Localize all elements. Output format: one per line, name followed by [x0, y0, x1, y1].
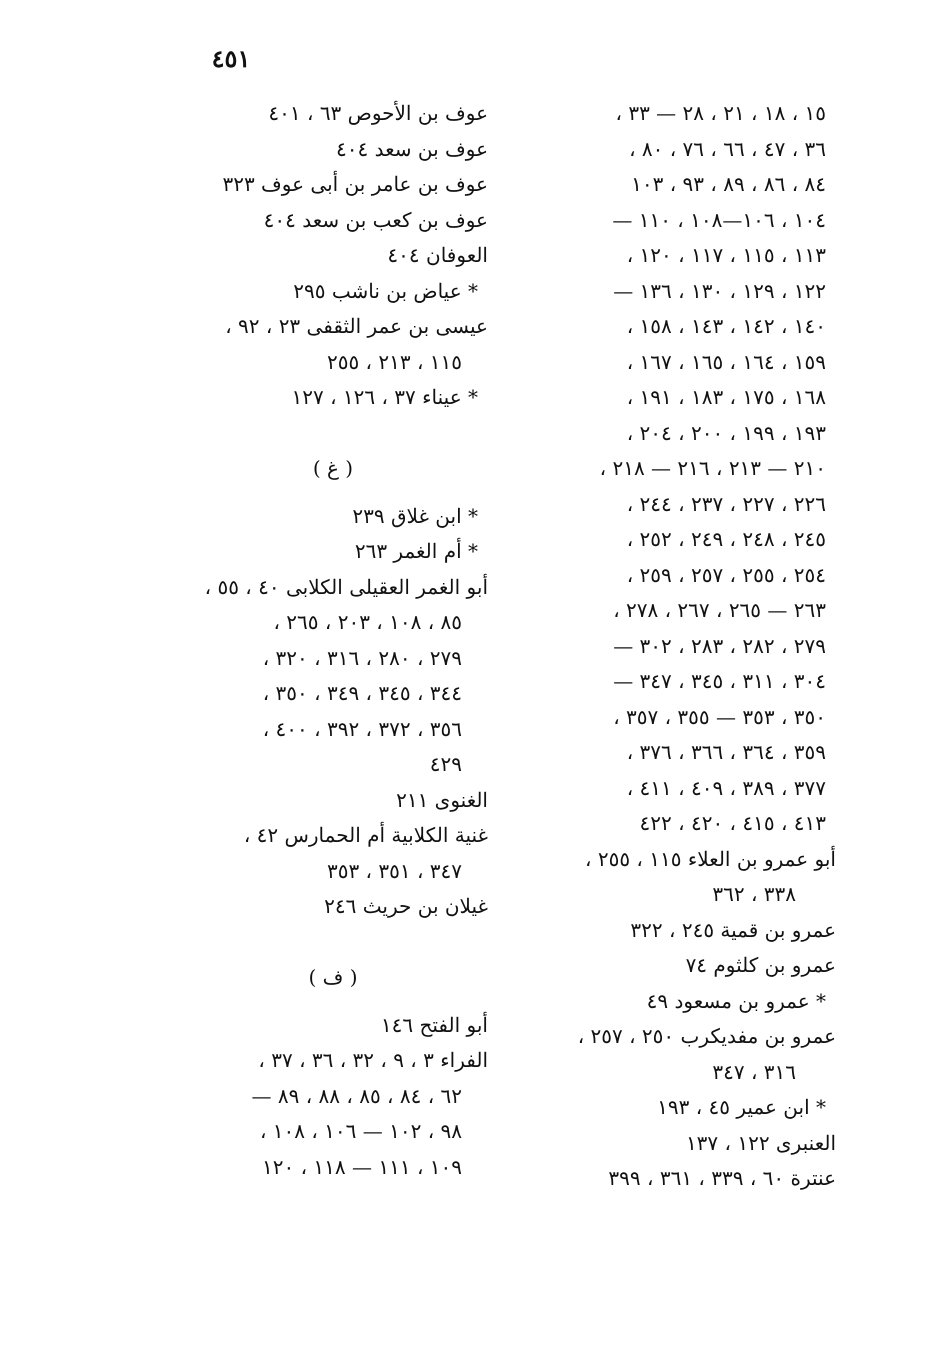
index-entry-line: عمرو بن قمية ٢٤٥ ، ٣٢٢: [630, 917, 836, 942]
index-entry-line: ٣٣٨ ، ٣٦٢: [712, 882, 796, 906]
index-entry-line: ٢٢٦ ، ٢٢٧ ، ٢٣٧ ، ٢٤٤ ،: [626, 491, 826, 516]
index-entry-line: ٣٦ ، ٤٧ ، ٦٦ ، ٧٦ ، ٨٠ ،: [629, 136, 826, 161]
index-entry-line: ١١٥ ، ٢١٣ ، ٢٥٥: [326, 349, 462, 374]
index-column-right: [520, 96, 836, 1197]
index-entry-line: عيسى بن عمر الثقفى ٢٣ ، ٩٢ ،: [225, 314, 488, 338]
page-number: ٤٥١: [211, 44, 251, 73]
section-letter-heading: ( ف ): [308, 965, 358, 989]
index-entry-line: عنترة ٦٠ ، ٣٣٩ ، ٣٦١ ، ٣٩٩: [608, 1166, 836, 1190]
index-entry-line: ٤٢٩: [429, 752, 462, 776]
section-letter-heading: ( غ ): [312, 456, 354, 480]
index-entry-line: ١٢٢ ، ١٢٩ ، ١٣٠ ، ١٣٦ —: [613, 278, 826, 303]
index-entry-line: ٣٥٠ ، ٣٥٣ — ٣٥٥ ، ٣٥٧ ،: [613, 704, 826, 729]
index-entry-line: * عيناء ٣٧ ، ١٢٦ ، ١٢٧: [291, 385, 478, 409]
index-entry-line: * عياض بن ناشب ٢٩٥: [293, 278, 478, 303]
index-entry-line: الفراء ٣ ، ٩ ، ٣٢ ، ٣٦ ، ٣٧ ،: [258, 1048, 488, 1072]
index-entry-line: ٣١٦ ، ٣٤٧: [712, 1059, 796, 1084]
index-entry-line: عوف بن كعب بن سعد ٤٠٤: [263, 207, 488, 232]
index-entry-line: ٢٧٩ ، ٢٨٠ ، ٣١٦ ، ٣٢٠ ،: [262, 645, 462, 670]
index-entry-line: العوفان ٤٠٤: [387, 243, 488, 267]
index-entry-line: ١٠٤ ، ١٠٦—١٠٨ ، ١١٠ —: [612, 207, 826, 232]
index-entry-line: عوف بن الأحوص ٦٣ ، ٤٠١: [268, 101, 488, 125]
index-entry-line: العنبرى ١٢٢ ، ١٣٧: [685, 1130, 836, 1155]
index-entry-line: ٢١٠ — ٢١٣ ، ٢١٦ — ٢١٨ ،: [599, 456, 826, 480]
index-entry-line: ٢٥٤ ، ٢٥٥ ، ٢٥٧ ، ٢٥٩ ،: [626, 562, 826, 587]
index-entry-line: أبو عمرو بن العلاء ١١٥ ، ٢٥٥ ،: [585, 846, 836, 871]
index-entry-line: عوف بن سعد ٤٠٤: [336, 136, 488, 161]
index-entry-line: ١١٣ ، ١١٥ ، ١١٧ ، ١٢٠ ،: [626, 243, 826, 267]
index-entry-line: ٣٥٩ ، ٣٦٤ ، ٣٦٦ ، ٣٧٦ ،: [626, 740, 826, 764]
index-entry-line: الغنوى ٢١١: [396, 787, 488, 812]
index-entry-line: غنية الكلابية أم الحمارس ٤٢ ،: [243, 823, 488, 847]
index-entry-line: ١٠٩ ، ١١١ — ١١٨ ، ١٢٠: [262, 1154, 462, 1179]
index-entry-line: ١٩٣ ، ١٩٩ ، ٢٠٠ ، ٢٠٤ ،: [626, 420, 826, 445]
index-entry-line: * ابن غلاق ٢٣٩: [352, 503, 478, 528]
index-entry-line: عمرو بن كلثوم ٧٤: [685, 953, 836, 977]
section-spacer: [178, 925, 488, 961]
index-entry-line: ٣٤٤ ، ٣٤٥ ، ٣٤٩ ، ٣٥٠ ،: [262, 681, 462, 705]
index-entry-line: ٣٤٧ ، ٣٥١ ، ٣٥٣: [326, 858, 462, 883]
section-spacer: [178, 487, 488, 499]
index-entry-line: عوف بن عامر بن أبى عوف ٣٢٣: [222, 172, 488, 196]
index-entry-line: غيلان بن حريث ٢٤٦: [324, 894, 488, 918]
index-entry-line: * ابن عمير ٤٥ ، ١٩٣: [657, 1095, 826, 1119]
section-spacer: [178, 996, 488, 1008]
index-entry-line: * عمرو بن مسعود ٤٩: [646, 988, 826, 1013]
section-spacer: [178, 416, 488, 452]
index-entry-line: ٣٠٤ ، ٣١١ ، ٣٤٥ ، ٣٤٧ —: [613, 669, 826, 693]
index-entry-line: ٤١٣ ، ٤١٥ ، ٤٢٠ ، ٤٢٢: [639, 811, 826, 835]
index-column-left: [178, 96, 488, 1185]
index-entry-line: ١٥٩ ، ١٦٤ ، ١٦٥ ، ١٦٧ ،: [626, 349, 826, 374]
index-entry-line: أبو الغمر العقيلى الكلابى ٤٠ ، ٥٥ ،: [204, 574, 488, 599]
index-entry-line: * أم الغمر ٢٦٣: [354, 539, 478, 563]
index-entry-line: ٢٤٥ ، ٢٤٨ ، ٢٤٩ ، ٢٥٢ ،: [626, 527, 826, 551]
index-entry-line: ٣٥٦ ، ٣٧٢ ، ٣٩٢ ، ٤٠٠ ،: [262, 716, 462, 741]
index-entry-line: ٣٧٧ ، ٣٨٩ ، ٤٠٩ ، ٤١١ ،: [626, 775, 826, 800]
index-entry-line: ٩٨ ، ١٠٢ — ١٠٦ ، ١٠٨ ،: [259, 1119, 462, 1143]
index-entry-line: عمرو بن مفديكرب ٢٥٠ ، ٢٥٧ ،: [577, 1024, 836, 1048]
index-entry-line: ٢٦٣ — ٢٦٥ ، ٢٦٧ ، ٢٧٨ ،: [613, 598, 826, 622]
index-entry-line: ٦٢ ، ٨٤ ، ٨٥ ، ٨٨ ، ٨٩ —: [251, 1083, 462, 1108]
index-entry-line: ٢٧٩ ، ٢٨٢ ، ٢٨٣ ، ٣٠٢ —: [613, 633, 826, 658]
index-entry-line: أبو الفتح ١٤٦: [380, 1012, 488, 1037]
index-entry-line: ١٦٨ ، ١٧٥ ، ١٨٣ ، ١٩١ ،: [626, 385, 826, 409]
index-entry-line: ٨٤ ، ٨٦ ، ٨٩ ، ٩٣ ، ١٠٣: [631, 172, 826, 196]
index-entry-line: ٨٥ ، ١٠٨ ، ٢٠٣ ، ٢٦٥ ،: [273, 610, 462, 634]
index-entry-line: ١٥ ، ١٨ ، ٢١ ، ٢٨ — ٣٣ ،: [615, 101, 826, 125]
index-entry-line: ١٤٠ ، ١٤٢ ، ١٤٣ ، ١٥٨ ،: [626, 314, 826, 338]
